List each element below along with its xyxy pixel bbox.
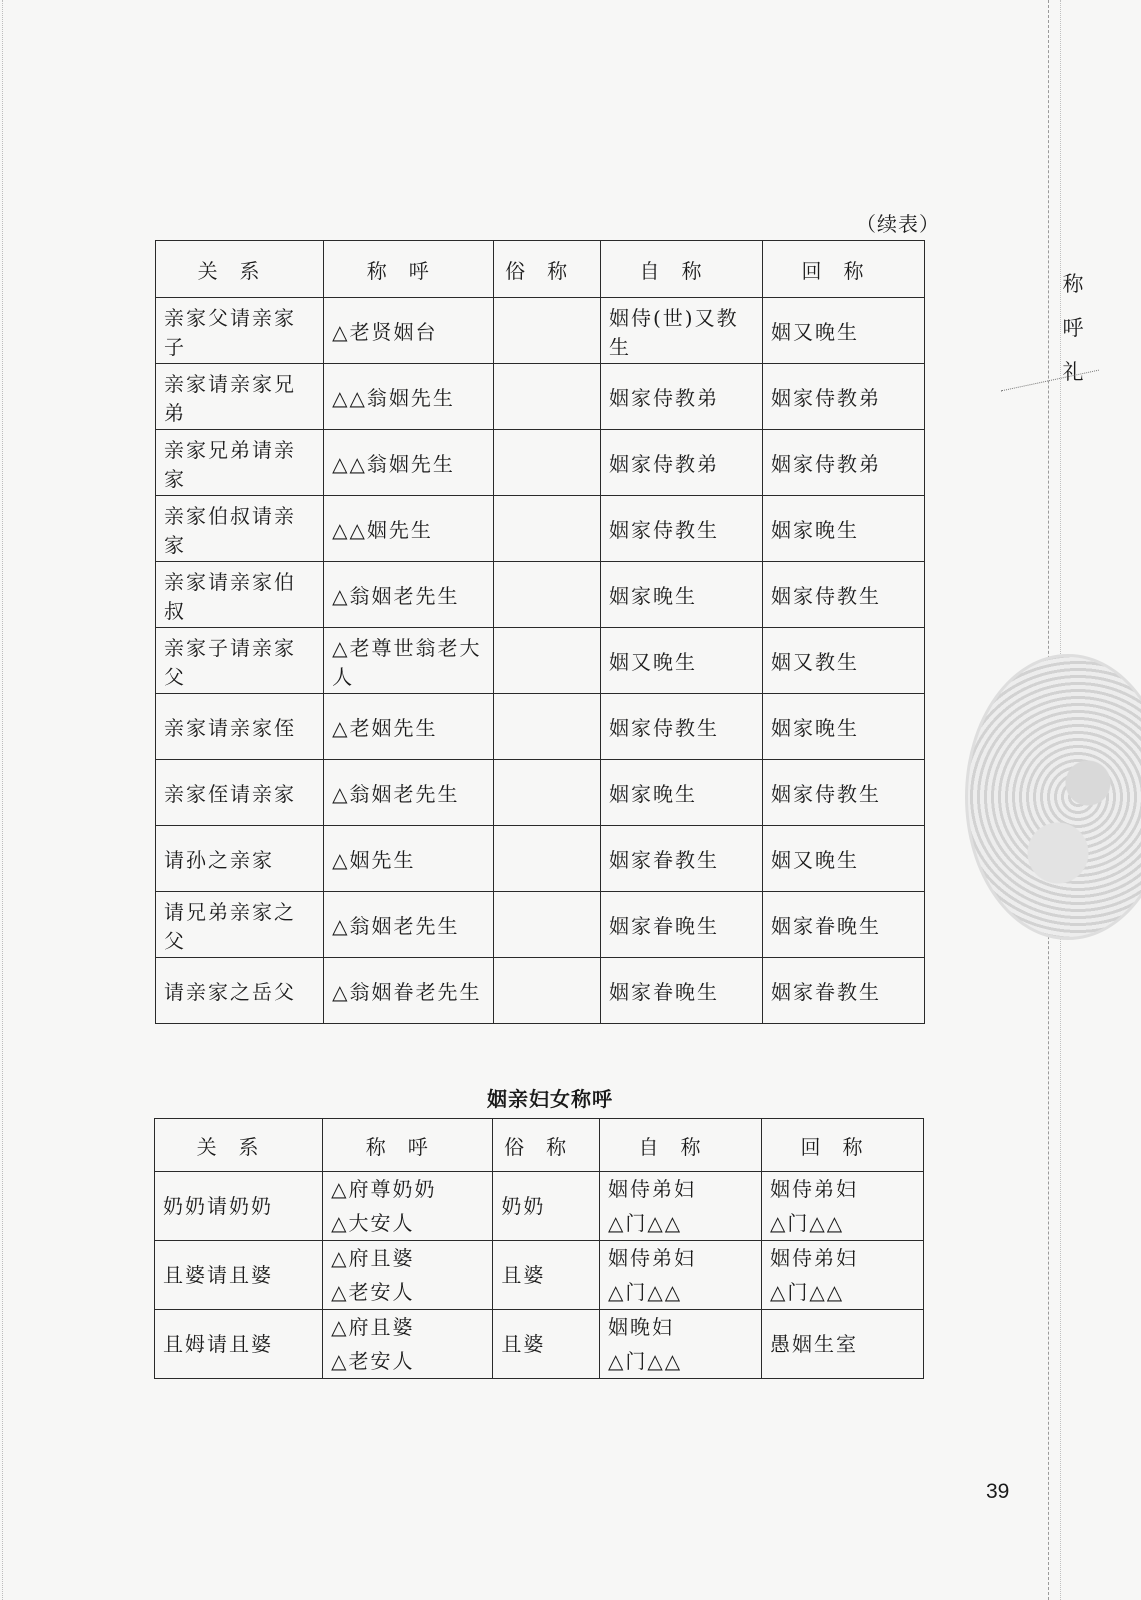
side-tab-char: 称 bbox=[1062, 272, 1084, 296]
cell-common-name bbox=[494, 298, 601, 364]
header-self-reference: 自称 bbox=[599, 1119, 761, 1172]
section-title: 姻亲妇女称呼 bbox=[487, 1087, 613, 1111]
cell-reply: 姻家晚生 bbox=[762, 496, 924, 562]
cell-self-reference: 姻家侍教弟 bbox=[600, 430, 762, 496]
cell-reply bbox=[761, 1310, 923, 1379]
female-kin-table bbox=[154, 1118, 924, 1379]
cell-address: △翁姻老先生 bbox=[324, 892, 494, 958]
table-row bbox=[156, 364, 925, 430]
header-reply: 回称 bbox=[761, 1119, 923, 1172]
table-row bbox=[156, 496, 925, 562]
cell-reply: 姻家晚生 bbox=[762, 694, 924, 760]
cell-address: △姻先生 bbox=[324, 826, 494, 892]
table-row bbox=[156, 892, 925, 958]
kinship-table-body bbox=[156, 298, 925, 1024]
cell-line: 姻侍弟妇 bbox=[769, 1246, 858, 1270]
cell-line: 姻侍弟妇 bbox=[769, 1177, 858, 1201]
cell-self-reference: 姻家眷教生 bbox=[600, 826, 762, 892]
cell-line: △府且婆 bbox=[331, 1246, 415, 1270]
cell-self-reference: 姻家晚生 bbox=[600, 760, 762, 826]
cell-relation: 亲家父请亲家子 bbox=[156, 298, 324, 364]
cell-line: △大安人 bbox=[331, 1211, 415, 1235]
table-row bbox=[156, 760, 925, 826]
table-row bbox=[156, 694, 925, 760]
kinship-table bbox=[155, 240, 925, 1024]
header-address: 称呼 bbox=[324, 241, 494, 298]
table-row bbox=[156, 826, 925, 892]
decorative-medallion bbox=[965, 654, 1141, 940]
cell-relation: 亲家请亲家兄弟 bbox=[156, 364, 324, 430]
cell-common-name bbox=[494, 496, 601, 562]
cell-line: 姻侍弟妇 bbox=[607, 1246, 696, 1270]
cell-reply: 姻又晚生 bbox=[762, 298, 924, 364]
header-relation: 关系 bbox=[156, 241, 324, 298]
cell-line: △门△△ bbox=[607, 1280, 683, 1304]
cell-reply: 姻家眷教生 bbox=[762, 958, 924, 1024]
cell-line: △府尊奶奶 bbox=[331, 1177, 437, 1201]
cell-line: △府且婆 bbox=[331, 1315, 415, 1339]
cell-line: 姻晚妇 bbox=[607, 1315, 674, 1339]
cell-self-reference: 姻家眷晚生 bbox=[600, 892, 762, 958]
cell-address: △老贤姻台 bbox=[324, 298, 494, 364]
header-relation: 关系 bbox=[155, 1119, 323, 1172]
cell-self-reference bbox=[599, 1241, 761, 1310]
cell-address: △翁姻老先生 bbox=[324, 562, 494, 628]
header-self-reference: 自称 bbox=[600, 241, 762, 298]
cell-common-name bbox=[494, 826, 601, 892]
cell-relation: 亲家请亲家侄 bbox=[156, 694, 324, 760]
cell-self-reference: 姻家侍教生 bbox=[600, 496, 762, 562]
cell-common-name: 且婆 bbox=[493, 1241, 600, 1310]
table-row bbox=[156, 298, 925, 364]
header-common-name: 俗称 bbox=[494, 241, 601, 298]
cell-address bbox=[323, 1310, 493, 1379]
cell-address: △翁姻老先生 bbox=[324, 760, 494, 826]
female-kin-table-body bbox=[155, 1172, 924, 1379]
cell-address: △老尊世翁老大人 bbox=[324, 628, 494, 694]
cell-self-reference: 姻家眷晚生 bbox=[600, 958, 762, 1024]
cell-relation: 亲家子请亲家父 bbox=[156, 628, 324, 694]
table-row bbox=[156, 628, 925, 694]
cell-common-name bbox=[494, 760, 601, 826]
cell-self-reference bbox=[599, 1172, 761, 1241]
cell-common-name: 奶奶 bbox=[493, 1172, 600, 1241]
cell-address: △△翁姻先生 bbox=[324, 430, 494, 496]
cell-line: 姻侍弟妇 bbox=[607, 1177, 696, 1201]
cell-self-reference bbox=[599, 1310, 761, 1379]
cell-address bbox=[323, 1172, 493, 1241]
header-common-name: 俗称 bbox=[493, 1119, 600, 1172]
cell-common-name bbox=[494, 364, 601, 430]
cell-line: △门△△ bbox=[607, 1211, 683, 1235]
cell-line: 愚姻生室 bbox=[769, 1332, 858, 1356]
header-address: 称呼 bbox=[323, 1119, 493, 1172]
cell-reply: 姻家侍教生 bbox=[762, 760, 924, 826]
cell-common-name bbox=[494, 562, 601, 628]
cell-self-reference: 姻家晚生 bbox=[600, 562, 762, 628]
header-reply: 回称 bbox=[762, 241, 924, 298]
table-row bbox=[156, 562, 925, 628]
table-row bbox=[156, 958, 925, 1024]
cell-common-name bbox=[494, 694, 601, 760]
cell-address: △老姻先生 bbox=[324, 694, 494, 760]
cell-reply: 姻家侍教弟 bbox=[762, 430, 924, 496]
cell-relation: 请兄弟亲家之父 bbox=[156, 892, 324, 958]
cell-self-reference: 姻又晚生 bbox=[600, 628, 762, 694]
cell-relation: 且婆请且婆 bbox=[155, 1241, 323, 1310]
cell-self-reference: 姻家侍教弟 bbox=[600, 364, 762, 430]
cell-reply: 姻又晚生 bbox=[762, 826, 924, 892]
cell-common-name: 且婆 bbox=[493, 1310, 600, 1379]
cell-common-name bbox=[494, 628, 601, 694]
cell-relation: 亲家兄弟请亲家 bbox=[156, 430, 324, 496]
cell-line: △老安人 bbox=[331, 1280, 415, 1304]
continued-label: （续表） bbox=[856, 212, 940, 236]
cell-address: △△翁姻先生 bbox=[324, 364, 494, 430]
cell-reply: 姻家眷晚生 bbox=[762, 892, 924, 958]
cell-reply bbox=[761, 1241, 923, 1310]
cell-address: △△姻先生 bbox=[324, 496, 494, 562]
cell-relation: 且姆请且婆 bbox=[155, 1310, 323, 1379]
cell-relation: 亲家侄请亲家 bbox=[156, 760, 324, 826]
table-row bbox=[156, 430, 925, 496]
cell-common-name bbox=[494, 892, 601, 958]
table-header-row bbox=[155, 1119, 924, 1172]
cell-address bbox=[323, 1241, 493, 1310]
cell-relation: 亲家请亲家伯叔 bbox=[156, 562, 324, 628]
cell-relation: 亲家伯叔请亲家 bbox=[156, 496, 324, 562]
table-header-row bbox=[156, 241, 925, 298]
table-row bbox=[155, 1310, 924, 1379]
cell-reply: 姻又教生 bbox=[762, 628, 924, 694]
page-number: 39 bbox=[986, 1480, 1010, 1503]
cell-relation: 请孙之亲家 bbox=[156, 826, 324, 892]
cell-reply: 姻家侍教生 bbox=[762, 562, 924, 628]
cell-relation: 请亲家之岳父 bbox=[156, 958, 324, 1024]
page-left-edge bbox=[2, 0, 3, 1600]
cell-line: △门△△ bbox=[769, 1280, 845, 1304]
cell-reply: 姻家侍教弟 bbox=[762, 364, 924, 430]
cell-address: △翁姻眷老先生 bbox=[324, 958, 494, 1024]
cell-self-reference: 姻侍(世)又教生 bbox=[600, 298, 762, 364]
cell-reply bbox=[761, 1172, 923, 1241]
cell-common-name bbox=[494, 958, 601, 1024]
table-row bbox=[155, 1241, 924, 1310]
side-tab-char: 礼 bbox=[1062, 360, 1084, 384]
cell-self-reference: 姻家侍教生 bbox=[600, 694, 762, 760]
cell-line: △门△△ bbox=[607, 1349, 683, 1373]
cell-line: △老安人 bbox=[331, 1349, 415, 1373]
cell-relation: 奶奶请奶奶 bbox=[155, 1172, 323, 1241]
side-tab-char: 呼 bbox=[1062, 316, 1084, 340]
cell-line: △门△△ bbox=[769, 1211, 845, 1235]
cell-common-name bbox=[494, 430, 601, 496]
table-row bbox=[155, 1172, 924, 1241]
